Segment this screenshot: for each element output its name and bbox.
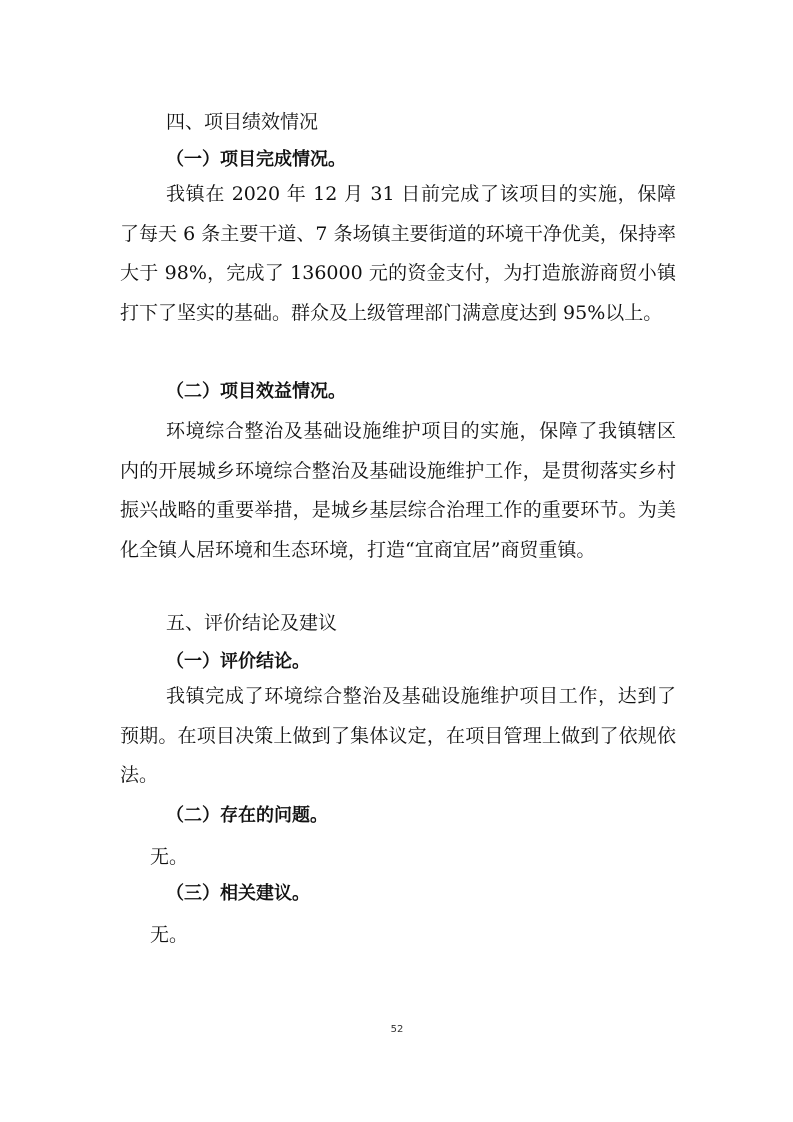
- section-5-sub3-text: 无。: [150, 924, 189, 946]
- section-5-sub1-paragraph: 我镇完成了环境综合整治及基础设施维护项目工作，达到了预期。在项目决策上做到了集体议定，在项目管理上做到了依规依法。: [120, 685, 676, 786]
- section-4-sub1-heading: （一）项目完成情况。: [166, 149, 346, 170]
- section-4-sub2-paragraph: 环境综合整治及基础设施维护项目的实施，保障了我镇辖区内的开展城乡环境综合整治及基础设施维护工作，是贯彻落实乡村振兴战略的重要举措，是城乡基层综合治理工作的重要环节。为美化全镇人居环境和生态环境，打造“宜商宜居”商贸重镇。: [120, 420, 676, 561]
- section-5-sub2-heading: （二）存在的问题。: [166, 805, 328, 826]
- section-5-sub3-heading: （三）相关建议。: [166, 883, 310, 904]
- section-4-sub1-paragraph: 我镇在 2020 年 12 月 31 日前完成了该项目的实施，保障了每天 6 条主要干道、7 条场镇主要街道的环境干净优美，保持率大于 98%，完成了 136000 元的资金支付，为打造旅游商贸小镇打下了坚实的基础。群众及上级管理部门满意度达到 95%以上。: [120, 183, 676, 324]
- section-4-heading: 四、项目绩效情况: [166, 111, 319, 133]
- section-5-sub2-text: 无。: [150, 846, 189, 868]
- section-5-heading: 五、评价结论及建议: [166, 612, 338, 634]
- page-number: 52: [390, 1024, 404, 1035]
- section-4-sub2-heading: （二）项目效益情况。: [166, 381, 346, 402]
- section-5-sub1-heading: （一）评价结论。: [166, 651, 310, 672]
